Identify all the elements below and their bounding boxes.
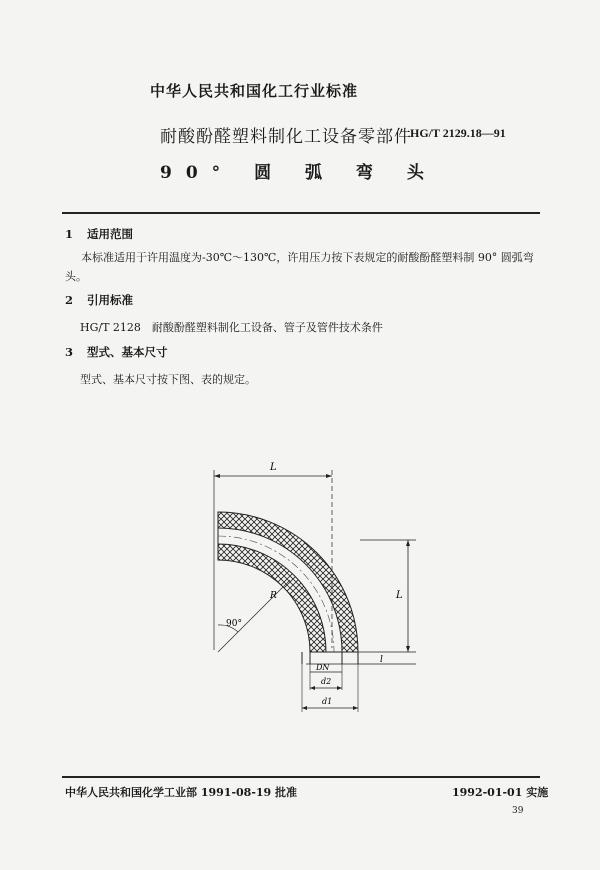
page-number: 39 <box>512 806 524 816</box>
right-length-dimension <box>360 540 416 652</box>
document-title: 耐酸酚醛塑料制化工设备零部件 <box>160 127 412 147</box>
footer-divider <box>62 776 540 778</box>
section-2-heading <box>65 292 133 308</box>
top-l-label: L <box>270 462 277 473</box>
section-3-text: 型式、基本尺寸按下图、表的规定。 <box>80 373 256 386</box>
d2-label: d2 <box>321 677 332 686</box>
radius-label: R <box>270 591 277 601</box>
section-title: 型式、基本尺寸 <box>87 345 168 359</box>
diameter-dimensions <box>302 663 358 712</box>
section-title: 引用标准 <box>87 293 133 307</box>
section-number: 1 <box>65 227 74 241</box>
section-number: 2 <box>65 293 74 307</box>
section-2-text: HG/T 2128 耐酸酚醛塑料制化工设备、管子及管件技术条件 <box>80 321 383 334</box>
effective-date: 1992-01-01 实施 <box>452 786 549 799</box>
header-divider <box>62 212 540 214</box>
section-1-text: 本标准适用于许用温度为-30℃～130℃，许用压力按下表规定的耐酸酚醛塑料制 90° 圆弧弯头。 <box>65 251 534 283</box>
section-1-heading <box>65 226 133 242</box>
standard-organization: 中华人民共和国化工行业标准 <box>150 82 359 100</box>
dn-label: DN <box>316 663 330 672</box>
standard-code: HG/T 2129.18—91 <box>410 126 506 140</box>
document-subtitle: 90° 圆 弧 弯 头 <box>160 163 438 183</box>
right-l-label: L <box>396 590 403 601</box>
elbow-drawing <box>200 450 430 720</box>
d1-label: d1 <box>322 697 333 706</box>
section-number: 3 <box>65 345 74 359</box>
approval-info: 中华人民共和国化学工业部 1991-08-19 批准 <box>65 786 298 799</box>
section-3-heading <box>65 344 168 360</box>
elbow-body <box>218 512 358 652</box>
angle-label: 90° <box>226 619 242 629</box>
tail-l-label: l <box>380 655 383 665</box>
section-title: 适用范围 <box>87 227 133 241</box>
